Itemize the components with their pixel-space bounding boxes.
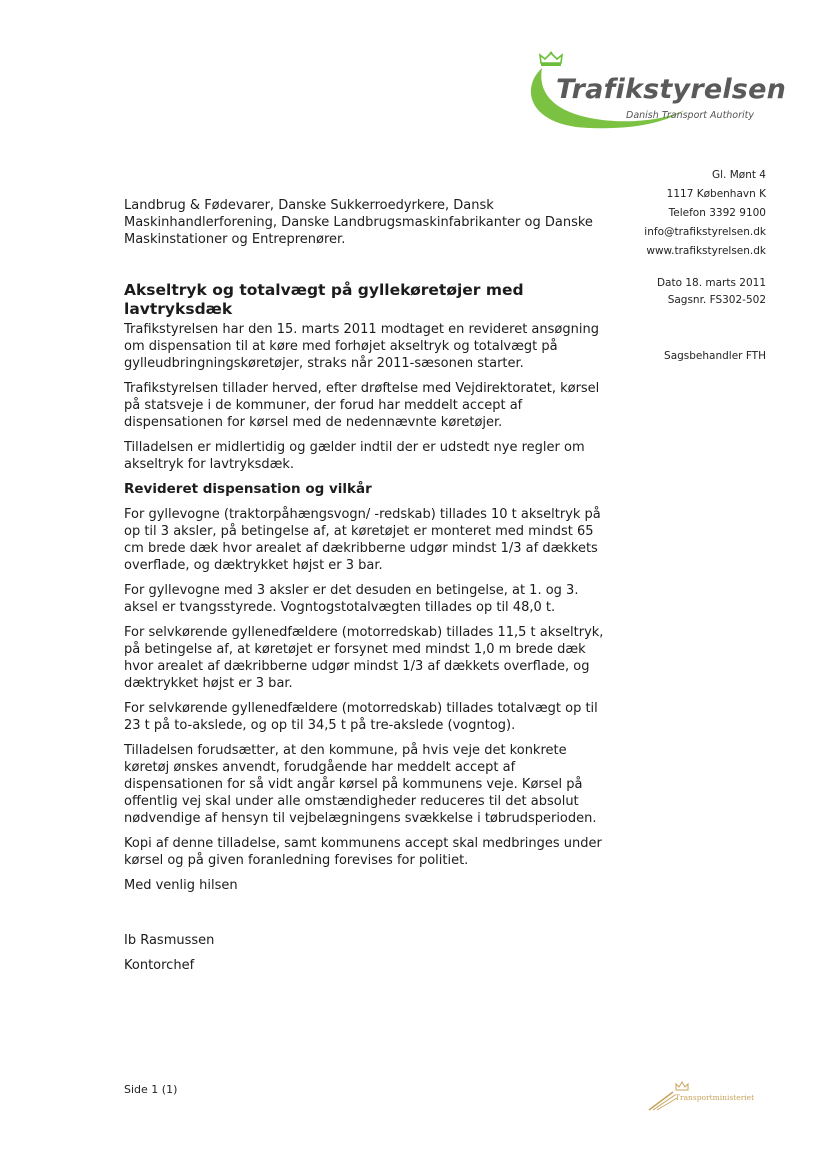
paragraph: For gyllevogne (traktorpåhængsvogn/ -redskab) tillades 10 t akseltryk på op til 3 aksler, på betingelse af, at køretøjet er monteret med mindst 65 cm brede dæk hvor arealet af dækribberne udgør mindst 1/3 af dækkets overflade, og dæktrykket højst er 3 bar. xyxy=(124,507,601,573)
sender-city: 1117 København K xyxy=(666,188,766,200)
ministry-logo xyxy=(645,1078,785,1114)
paragraph: Tilladelsen forudsætter, at den kommune, på hvis veje det konkrete køretøj ønskes anvendt, forudgående har meddelt accept af dispensationen for så vidt angår kørsel på kommunens veje. Kørsel på offentlig vej skal under alle omstændigheder reduceres til det absolut nødvendige af hensyn til vejbelægningens svækkelse i tøbrudsperioden. xyxy=(124,743,597,826)
paragraph: Kopi af denne tilladelse, samt kommunens accept skal medbringes under kørsel og på given foranledning forevises for politiet. xyxy=(124,836,602,868)
paragraph: For selvkørende gyllenedfældere (motorredskab) tillades 11,5 t akseltryk, på betingelse af, at køretøjet er forsynet med mindst 1,0 m brede dæk hvor arealet af dækribberne udgør mindst 1/3 af dækkets overflade, og dæktrykket højst er 3 bar. xyxy=(124,625,604,691)
recipients: Landbrug & Fødevarer, Danske Sukkerroedyrkere, Dansk Maskinhandlerforening, Danske Landbrugsmaskinfabrikanter og Danske Maskinstationer og Entreprenører. xyxy=(124,198,593,247)
letter-date: Dato 18. marts 2011 xyxy=(656,277,766,289)
case-handler: Sagsbehandler FTH xyxy=(664,350,766,362)
sender-phone: Telefon 3392 9100 xyxy=(668,207,766,219)
page-number: Side 1 (1) xyxy=(124,1083,178,1096)
logo-wordmark: Trafikstyrelsen xyxy=(556,74,787,105)
sender-email[interactable]: info@trafikstyrelsen.dk xyxy=(644,226,766,238)
signer-name: Ib Rasmussen xyxy=(124,933,215,948)
sender-street: Gl. Mønt 4 xyxy=(711,169,766,181)
paragraph: Trafikstyrelsen har den 15. marts 2011 modtaget en revideret ansøgning om dispensation til at køre med forhøjet akseltryk og totalvægt på gylleudbringningskøretøjer, straks når 2011-sæsonen starter. xyxy=(124,322,599,371)
crown-icon xyxy=(540,52,562,66)
trafikstyrelsen-logo xyxy=(520,48,787,138)
ministry-name: Transportministeriet xyxy=(675,1093,755,1102)
paragraph: Tilladelsen er midlertidig og gælder indtil der er udstedt nye regler om akseltryk for lavtryksdæk. xyxy=(124,440,585,472)
letter-title: Akseltryk og totalvægt på gyllekøretøjer med lavtryksdæk xyxy=(124,281,524,318)
sender-website[interactable]: www.trafikstyrelsen.dk xyxy=(646,245,766,257)
paragraph: For gyllevogne med 3 aksler er det desuden en betingelse, at 1. og 3. aksel er tvangsstyrede. Vogntogstotalvægten tillades op til 48,0 t. xyxy=(124,583,579,615)
paragraph: For selvkørende gyllenedfældere (motorredskab) tillades totalvægt op til 23 t på to-akslede, og op til 34,5 t på tre-akslede (vogntog). xyxy=(124,701,598,733)
letter-body xyxy=(124,281,606,982)
closing: Med venlig hilsen xyxy=(124,878,238,893)
paragraph: Trafikstyrelsen tillader herved, efter drøftelse med Vejdirektoratet, kørsel på statsveje i de kommuner, der forud har meddelt accept af dispensationen for kørsel med de nedennævnte køretøjer. xyxy=(124,381,600,430)
crown-icon xyxy=(676,1082,688,1090)
case-number: Sagsnr. FS302-502 xyxy=(667,294,766,306)
signer-title: Kontorchef xyxy=(124,958,195,973)
section-heading: Revideret dispensation og vilkår xyxy=(124,481,372,497)
logo-subtitle: Danish Transport Authority xyxy=(626,110,755,121)
